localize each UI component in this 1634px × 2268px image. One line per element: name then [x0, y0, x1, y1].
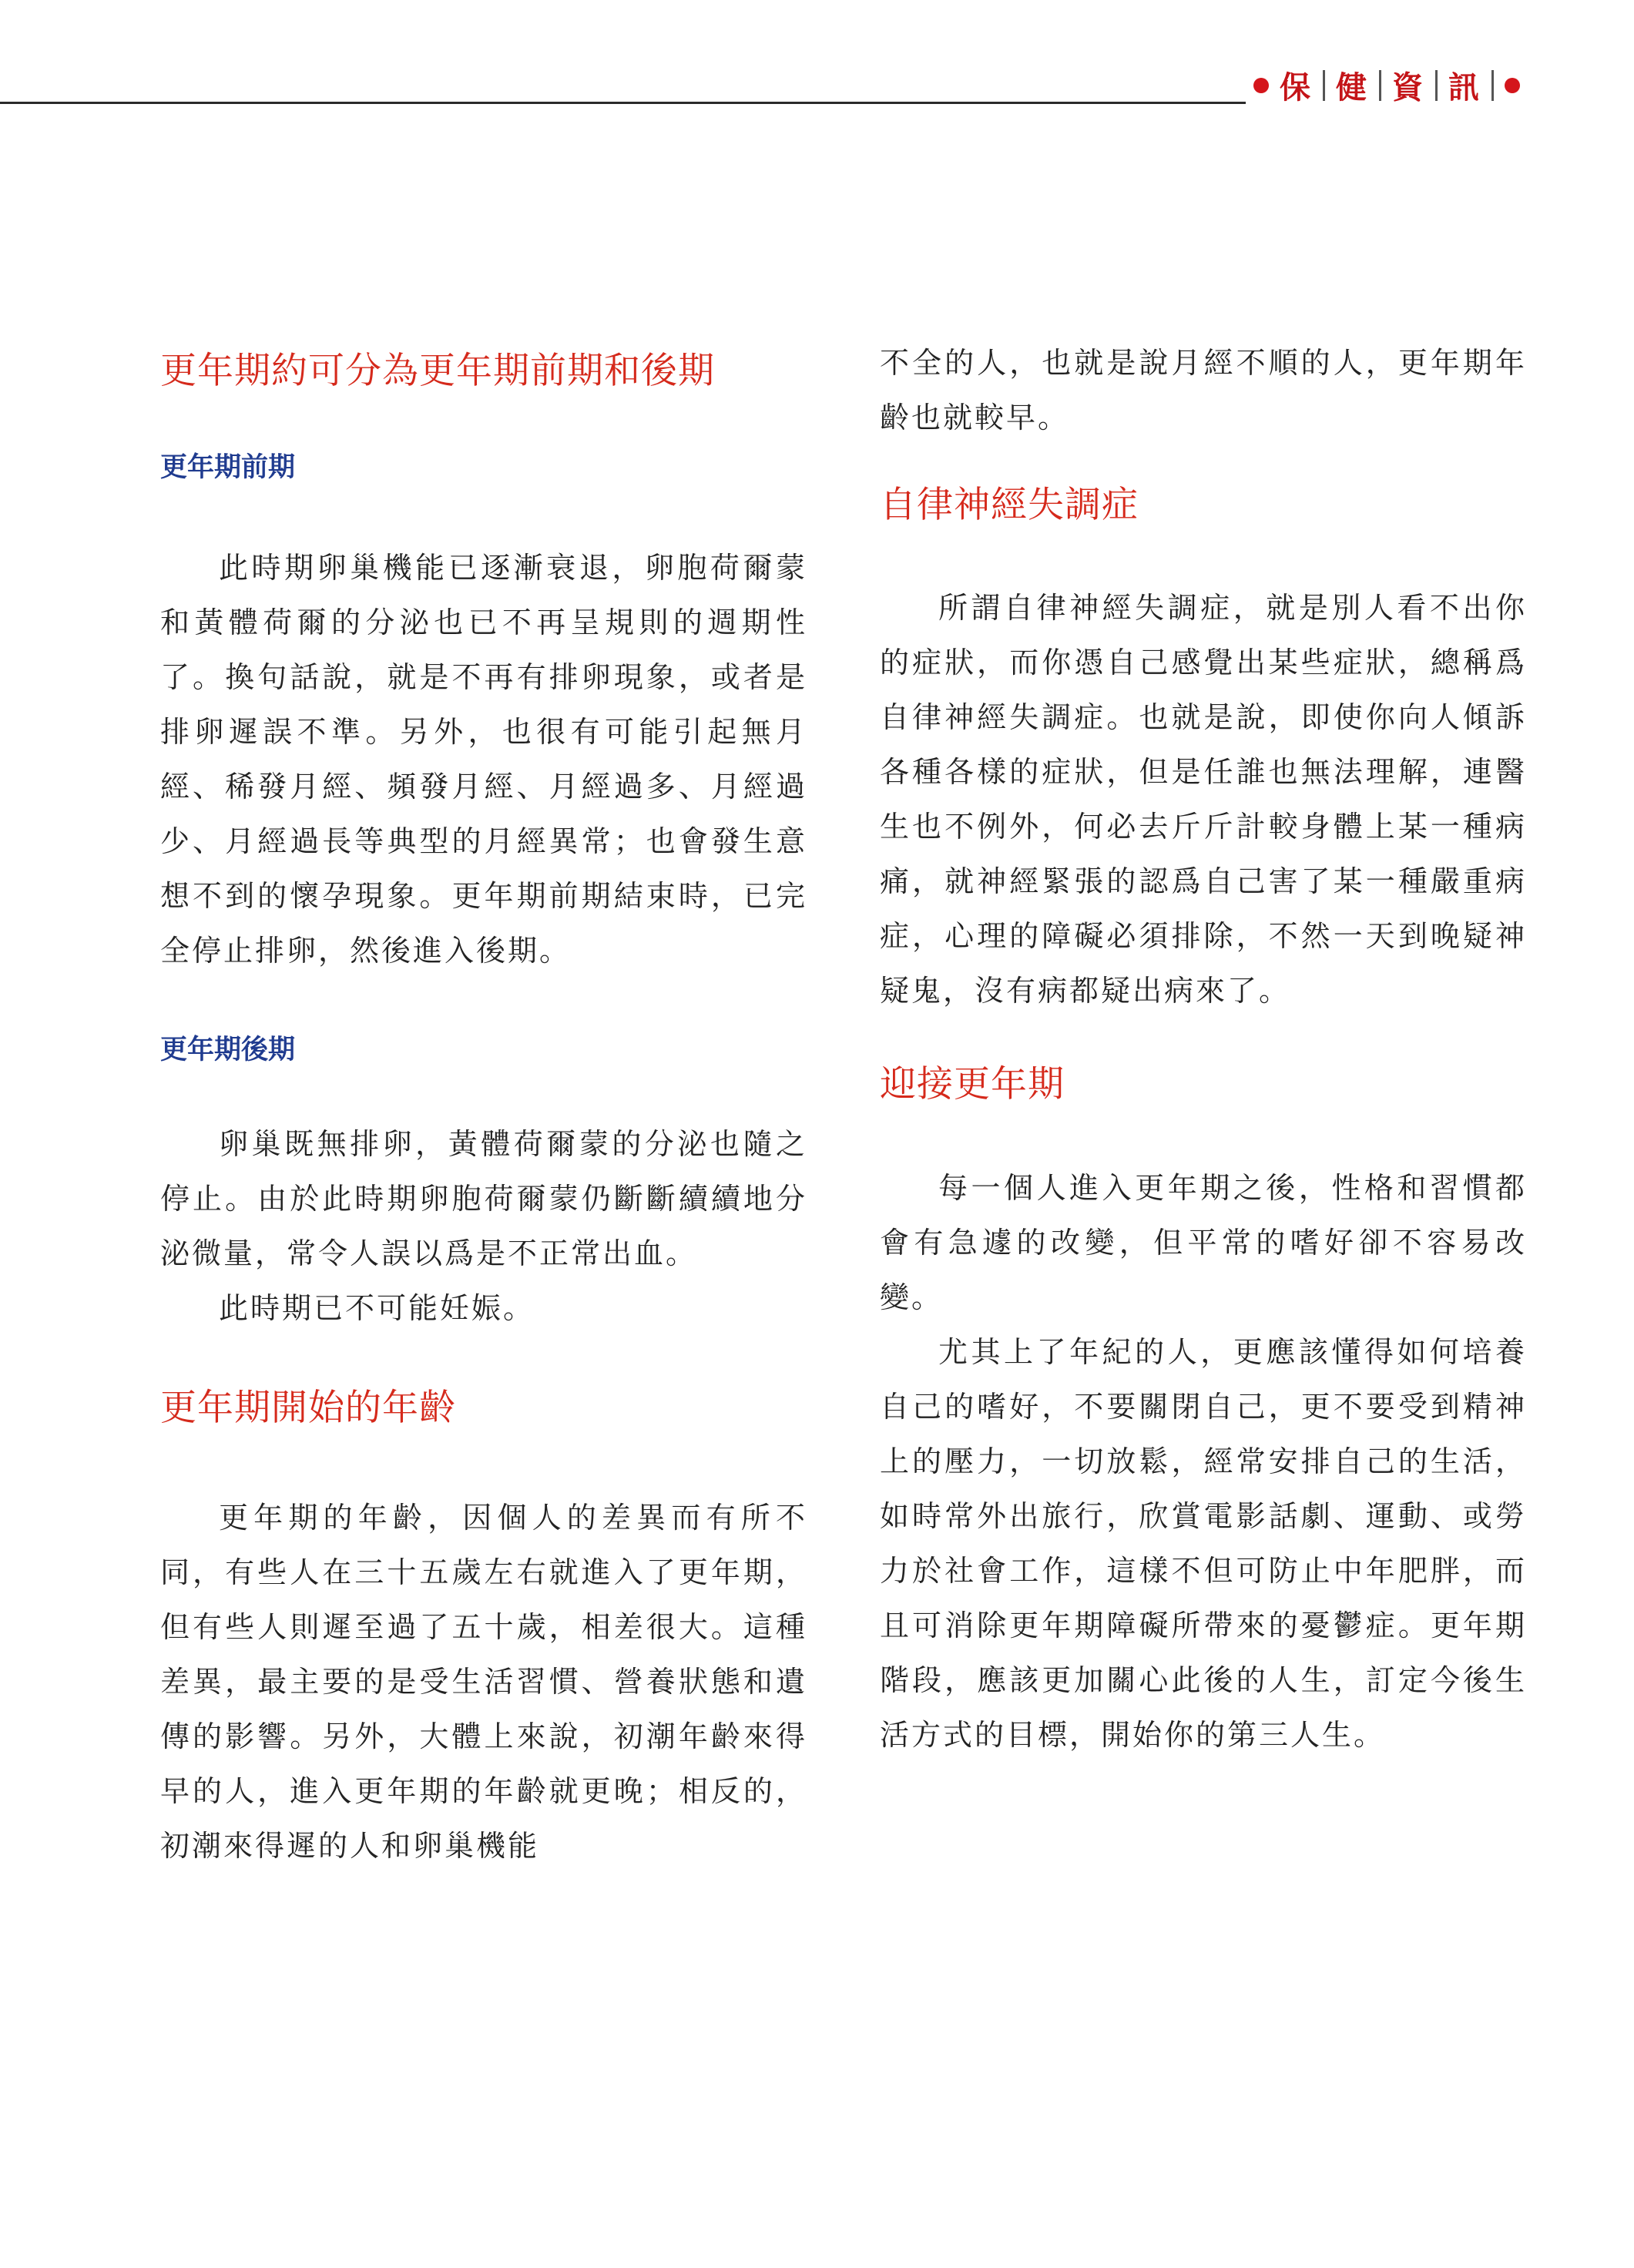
bullet-dot-icon	[1253, 78, 1269, 93]
paragraph: 尤其上了年紀的人，更應該懂得如何培養自己的嗜好，不要關閉自己，更不要受到精神上的壓力，一切放鬆，經常安排自己的生活，如時常外出旅行，欣賞電影話劇、運動、或勞力於社會工作，這樣不但可防止中年肥胖，而且可消除更年期障礙所帶來的憂鬱症。更年期階段，應該更加關心此後的人生，訂定今後生活方式的目標，開始你的第三人生。	[880, 1334, 1527, 1752]
paragraph: 所謂自律神經失調症，就是別人看不出你的症狀，而你憑自己感覺出某些症狀，總稱爲自律神經失調症。也就是說，即使你向人傾訴各種各樣的症狀，但是任誰也無法理解，連醫生也不例外，何必去斤斤計較身體上某一種病痛，就神經緊張的認爲自己害了某一種嚴重病症，心理的障礙必須排除，不然一天到晚疑神疑鬼，沒有病都疑出病來了。	[880, 591, 1527, 1008]
section-heading: 更年期約可分為更年期前期和後期	[160, 350, 715, 392]
tag-separator	[1435, 70, 1438, 101]
section-tag	[1246, 63, 1528, 107]
tag-separator	[1379, 70, 1381, 101]
tag-char: 保	[1280, 70, 1312, 106]
sub-heading: 更年期前期	[160, 452, 296, 484]
tag-char: 資	[1392, 70, 1424, 106]
left-column	[160, 347, 807, 1874]
paragraph: 此時期已不可能妊娠。	[219, 1291, 535, 1326]
tag-char: 健	[1336, 70, 1368, 106]
section-heading: 更年期開始的年齡	[160, 1387, 456, 1430]
bullet-dot-icon	[1505, 78, 1520, 93]
section-heading: 迎接更年期	[880, 1063, 1065, 1106]
sub-heading: 更年期後期	[160, 1035, 296, 1066]
paragraph: 此時期卵巢機能已逐漸衰退，卵胞荷爾蒙和黃體荷爾的分泌也已不再呈規則的週期性了。換句話說，就是不再有排卵現象，或者是排卵遲誤不準。另外，也很有可能引起無月經、稀發月經、頻發月經、月經過多、月經過少、月經過長等典型的月經異常；也會發生意想不到的懷孕現象。更年期前期結束時，已完全停止排卵，然後進入後期。	[160, 551, 807, 968]
tag-separator	[1491, 70, 1494, 101]
right-column	[880, 347, 1527, 1763]
section-heading: 自律神經失調症	[880, 484, 1139, 526]
paragraph: 每一個人進入更年期之後，性格和習慣都會有急遽的改變，但平常的嗜好卻不容易改變。	[880, 1170, 1527, 1314]
paragraph: 不全的人，也就是說月經不順的人，更年期年齡也就較早。	[880, 346, 1527, 434]
tag-char: 訊	[1448, 70, 1481, 106]
paragraph: 卵巢既無排卵，黃體荷爾蒙的分泌也隨之停止。由於此時期卵胞荷爾蒙仍斷斷續續地分泌微量，常令人誤以爲是不正常出血。	[160, 1127, 807, 1271]
paragraph: 更年期的年齡，因個人的差異而有所不同，有些人在三十五歲左右就進入了更年期，但有些人則遲至過了五十歲，相差很大。這種差異，最主要的是受生活習慣、營養狀態和遺傳的影響。另外，大體上來說，初潮年齡來得早的人，進入更年期的年齡就更晚；相反的，初潮來得遲的人和卵巢機能	[160, 1500, 807, 1863]
tag-separator	[1323, 70, 1325, 101]
